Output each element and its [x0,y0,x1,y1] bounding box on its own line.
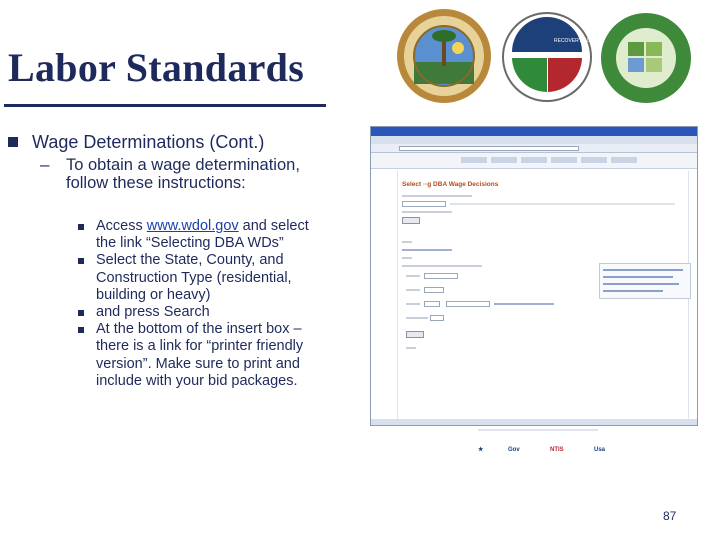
footer-logo-row [478,445,648,457]
bullet-level3-text: Select the State, County, and Construction Type (residential, building or heavy) [96,252,292,303]
site-nav-tab [611,157,637,163]
bullet-small-square-icon [78,258,84,264]
bullet-level3-item [78,218,318,252]
page-text-line [402,195,472,197]
bullet-level1-text: Wage Determinations (Cont.) [32,132,265,152]
bullet-small-square-icon [78,310,84,316]
page-text-line [450,203,675,205]
page-select [424,287,444,293]
browser-menu-bar [371,136,697,144]
page-select [424,301,440,307]
page-number: 87 [663,509,677,523]
bullet-level3-item [78,304,318,321]
page-footer-line [478,429,598,431]
site-nav-tab [551,157,577,163]
wdol-link[interactable]: www.wdol.gov [146,218,239,234]
bullet-level2 [40,156,320,192]
bullet-small-square-icon [78,327,84,333]
bullet-level3-item [78,252,318,304]
page-text-line [494,303,554,305]
site-nav-tab [491,157,517,163]
title-underline [4,104,326,107]
page-text-line [406,317,428,319]
page-select [446,301,490,307]
bullet-level1 [8,131,264,153]
recovery-gov-logo-icon [502,12,592,102]
florida-state-seal-icon [396,8,492,104]
bullet-square-icon [8,137,18,147]
ntis-logo: NTIS [550,447,564,453]
page-select [424,273,458,279]
bullet-suffix: and select the link “Selecting DBA WDs” [96,218,309,252]
page-text-line [406,289,420,291]
bullet-small-square-icon [78,224,84,230]
bullet-level3-list [78,218,318,390]
sidebar-line [603,276,673,278]
browser-title-bar [371,127,697,136]
page-text-line [402,211,452,213]
bullet-level3-text: and press Search [96,304,210,321]
page-button [406,331,424,338]
page-sidebar-box [599,263,691,299]
svg-text:RECOVERY.GOV: RECOVERY.GOV [554,38,594,44]
browser-status-bar [371,419,697,425]
sidebar-line [603,290,663,292]
address-box [399,146,579,151]
sidebar-line [603,269,683,271]
browser-screenshot [370,126,698,453]
page-text-line [406,275,420,277]
page-text-line [402,249,452,251]
page-text-line [406,347,416,349]
sidebar-line [603,283,679,285]
site-nav-tab [521,157,547,163]
page-text-line [402,241,412,243]
site-nav-tab [461,157,487,163]
page-select [430,315,444,321]
dash-bullet-icon: – [40,155,50,174]
usa-logo: Usa [594,447,606,453]
page-heading: Select ··g DBA Wage Decisions [402,181,499,188]
bullet-level3-text: At the bottom of the insert box – there is a link for “printer friendly version”. Make sure to print and include with your bid packages. [96,321,304,389]
page-button [402,217,420,224]
florida-energy-climate-commission-logo-icon [600,12,692,104]
bullet-level2-text: To obtain a wage determination, follow these instructions: [66,156,300,192]
page-text-line [402,265,482,267]
page-input [402,201,446,207]
gov-logo: Gov [508,447,520,453]
page-text-line [406,303,420,305]
bullet-level3-item [78,321,318,390]
bullet-prefix: Access [96,218,147,234]
slide-title: Labor Standards [8,45,305,90]
bullet-level3-text [96,218,318,252]
browser-address-bar [371,144,697,153]
site-nav-bar [371,153,697,169]
site-nav-tab [581,157,607,163]
seal-mini-icon: ★ [478,447,484,453]
page-text-line [402,257,412,259]
